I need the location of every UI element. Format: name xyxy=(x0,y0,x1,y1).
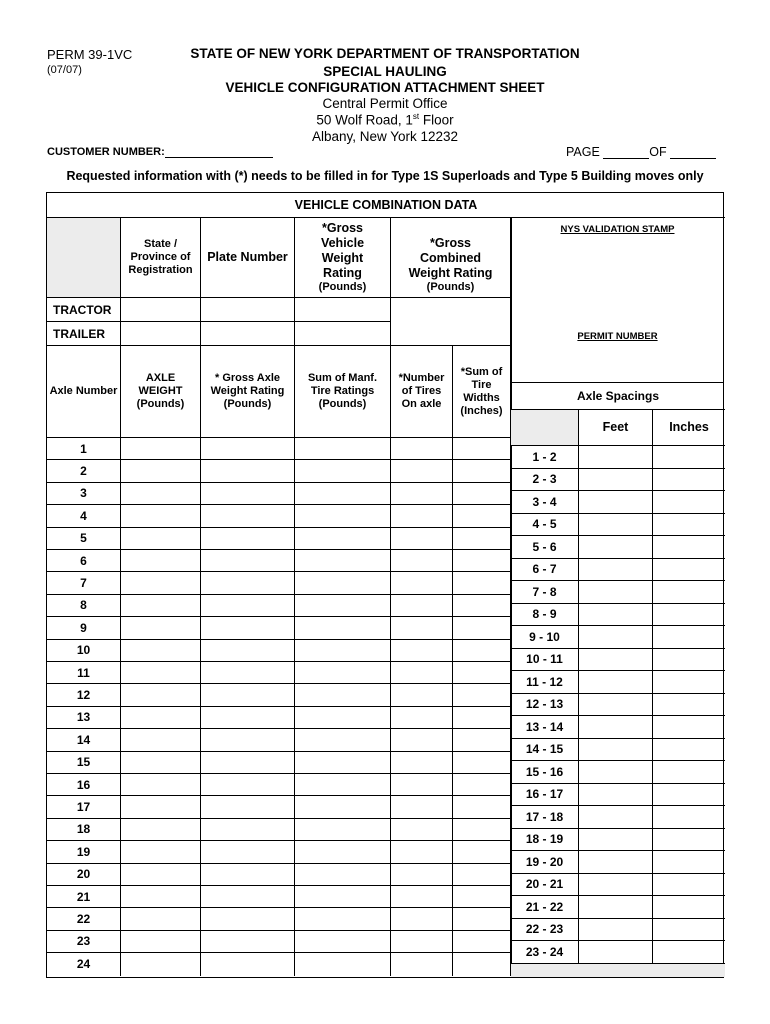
num-tires-input[interactable] xyxy=(391,707,453,729)
axle-weight-input[interactable] xyxy=(121,886,201,908)
tire-widths-input[interactable] xyxy=(453,908,511,930)
tire-ratings-input[interactable] xyxy=(295,931,391,953)
page-field xyxy=(566,145,716,159)
customer-number-input[interactable] xyxy=(165,146,273,158)
tire-widths-input[interactable] xyxy=(453,483,511,505)
spacing-pair-label: 12 - 13 xyxy=(511,694,579,717)
col-axle-number-header: Axle Number xyxy=(47,346,121,438)
num-tires-input[interactable] xyxy=(391,953,453,975)
axle-weight-input[interactable] xyxy=(121,505,201,527)
spacing-inches-input[interactable] xyxy=(653,874,725,897)
spacing-feet-input[interactable] xyxy=(579,649,653,672)
axle-number: 11 xyxy=(47,662,121,684)
spacing-feet-input[interactable] xyxy=(579,919,653,942)
spacing-feet-input[interactable] xyxy=(579,941,653,964)
spacing-pair-label: 18 - 19 xyxy=(511,829,579,852)
axle-weight-input[interactable] xyxy=(121,460,201,482)
num-tires-input[interactable] xyxy=(391,505,453,527)
tire-ratings-input[interactable] xyxy=(295,864,391,886)
num-tires-input[interactable] xyxy=(391,640,453,662)
spacing-feet-input[interactable] xyxy=(579,896,653,919)
spacing-inches-input[interactable] xyxy=(653,649,725,672)
axle-weight-input[interactable] xyxy=(121,438,201,460)
instruction-text: Requested information with (*) needs to be filled in for Type 1S Superloads and Type 5 Building moves only xyxy=(66,169,704,183)
num-tires-input[interactable] xyxy=(391,752,453,774)
spacing-pair-label: 15 - 16 xyxy=(511,761,579,784)
axle-weight-input[interactable] xyxy=(121,572,201,594)
customer-number-label: CUSTOMER NUMBER: xyxy=(47,146,165,158)
spacing-feet-input[interactable] xyxy=(579,874,653,897)
num-tires-input[interactable] xyxy=(391,550,453,572)
col-tire-widths-header: *Sum of Tire Widths (Inches) xyxy=(453,346,511,438)
tire-widths-input[interactable] xyxy=(453,595,511,617)
axle-weight-input[interactable] xyxy=(121,841,201,863)
gawr-input[interactable] xyxy=(201,908,295,930)
spacing-pair-label: 8 - 9 xyxy=(511,604,579,627)
spacing-feet-input[interactable] xyxy=(579,694,653,717)
num-tires-input[interactable] xyxy=(391,931,453,953)
spacing-pair-label: 20 - 21 xyxy=(511,874,579,897)
spacing-inches-input[interactable] xyxy=(653,671,725,694)
axle-number: 8 xyxy=(47,595,121,617)
col-gcwr-header xyxy=(391,218,511,298)
col-plate-header: Plate Number xyxy=(201,218,295,298)
axle-spacings-title: Axle Spacings xyxy=(511,383,725,410)
tire-widths-input[interactable] xyxy=(453,617,511,639)
tire-widths-input[interactable] xyxy=(453,640,511,662)
axle-number: 2 xyxy=(47,460,121,482)
axle-weight-input[interactable] xyxy=(121,707,201,729)
tire-widths-input[interactable] xyxy=(453,662,511,684)
col-gvwr-header xyxy=(295,218,391,298)
tire-widths-input[interactable] xyxy=(453,729,511,751)
num-tires-input[interactable] xyxy=(391,886,453,908)
tire-widths-input[interactable] xyxy=(453,819,511,841)
spacing-inches-input[interactable] xyxy=(653,784,725,807)
page-of-label: OF xyxy=(649,145,667,159)
gawr-input[interactable] xyxy=(201,460,295,482)
spacing-inches-input[interactable] xyxy=(653,446,725,469)
tire-ratings-input[interactable] xyxy=(295,438,391,460)
spacing-pair-label: 5 - 6 xyxy=(511,536,579,559)
axle-weight-input[interactable] xyxy=(121,729,201,751)
axle-number: 15 xyxy=(47,752,121,774)
street-post: Floor xyxy=(419,112,454,128)
tire-ratings-input[interactable] xyxy=(295,796,391,818)
gvwr-units: (Pounds) xyxy=(318,281,367,293)
spacing-inches-input[interactable] xyxy=(653,806,725,829)
num-tires-input[interactable] xyxy=(391,908,453,930)
col-num-tires-header: *Number of Tires On axle xyxy=(391,346,453,438)
spacing-pair-label: 19 - 20 xyxy=(511,851,579,874)
spacing-inches-input[interactable] xyxy=(653,761,725,784)
tire-widths-input[interactable] xyxy=(453,796,511,818)
col-state-header: State / Province of Registration xyxy=(121,218,201,298)
num-tires-input[interactable] xyxy=(391,595,453,617)
tire-ratings-input[interactable] xyxy=(295,774,391,796)
num-tires-input[interactable] xyxy=(391,662,453,684)
spacing-inches-input[interactable] xyxy=(653,829,725,852)
num-tires-input[interactable] xyxy=(391,729,453,751)
gawr-input[interactable] xyxy=(201,886,295,908)
axle-weight-input[interactable] xyxy=(121,684,201,706)
tire-ratings-input[interactable] xyxy=(295,729,391,751)
axle-number: 17 xyxy=(47,796,121,818)
tire-ratings-input[interactable] xyxy=(295,550,391,572)
gawr-input[interactable] xyxy=(201,640,295,662)
axle-number: 12 xyxy=(47,684,121,706)
office-name: Central Permit Office xyxy=(322,96,448,111)
gawr-input[interactable] xyxy=(201,684,295,706)
tire-ratings-input[interactable] xyxy=(295,617,391,639)
tire-ratings-input[interactable] xyxy=(295,595,391,617)
tire-widths-input[interactable] xyxy=(453,460,511,482)
tire-ratings-input[interactable] xyxy=(295,752,391,774)
page-label: PAGE xyxy=(566,145,600,159)
axle-number: 13 xyxy=(47,707,121,729)
tire-ratings-input[interactable] xyxy=(295,841,391,863)
axle-number: 3 xyxy=(47,483,121,505)
title-line-3: VEHICLE CONFIGURATION ATTACHMENT SHEET xyxy=(225,80,545,95)
axle-number: 5 xyxy=(47,528,121,550)
title-line-2: SPECIAL HAULING xyxy=(323,64,447,79)
spacing-inches-input[interactable] xyxy=(653,491,725,514)
validation-stamp-label: NYS VALIDATION STAMP xyxy=(560,224,675,235)
spacings-blank-header xyxy=(511,410,579,446)
axle-weight-input[interactable] xyxy=(121,752,201,774)
tire-widths-input[interactable] xyxy=(453,953,511,975)
spacing-pair-label: 23 - 24 xyxy=(511,941,579,964)
spacing-feet-input[interactable] xyxy=(579,469,653,492)
trailer-gvwr-input[interactable] xyxy=(295,322,391,346)
spacing-feet-input[interactable] xyxy=(579,626,653,649)
tire-ratings-input[interactable] xyxy=(295,707,391,729)
axle-weight-input[interactable] xyxy=(121,617,201,639)
num-tires-input[interactable] xyxy=(391,438,453,460)
tire-widths-input[interactable] xyxy=(453,752,511,774)
trailer-state-input[interactable] xyxy=(121,322,201,346)
spacing-feet-input[interactable] xyxy=(579,491,653,514)
gawr-input[interactable] xyxy=(201,729,295,751)
street-sup: st xyxy=(412,112,420,121)
axle-number: 10 xyxy=(47,640,121,662)
num-tires-input[interactable] xyxy=(391,572,453,594)
axle-weight-input[interactable] xyxy=(121,953,201,975)
axle-number: 20 xyxy=(47,864,121,886)
col-gawr-header: * Gross Axle Weight Rating (Pounds) xyxy=(201,346,295,438)
spacing-feet-input[interactable] xyxy=(579,536,653,559)
spacing-inches-input[interactable] xyxy=(653,919,725,942)
spacing-pair-label: 9 - 10 xyxy=(511,626,579,649)
tire-widths-input[interactable] xyxy=(453,528,511,550)
tire-widths-input[interactable] xyxy=(453,550,511,572)
spacing-feet-input[interactable] xyxy=(579,761,653,784)
combination-blank-header xyxy=(47,218,121,298)
col-axle-weight-header: AXLE WEIGHT (Pounds) xyxy=(121,346,201,438)
axle-number: 4 xyxy=(47,505,121,527)
spacing-pair-label: 21 - 22 xyxy=(511,896,579,919)
street-pre: 50 Wolf Road, 1 xyxy=(316,112,413,128)
spacing-feet-input[interactable] xyxy=(579,514,653,537)
spacing-pair-label: 16 - 17 xyxy=(511,784,579,807)
axle-weight-input[interactable] xyxy=(121,908,201,930)
gawr-input[interactable] xyxy=(201,572,295,594)
axle-number: 21 xyxy=(47,886,121,908)
axle-weight-input[interactable] xyxy=(121,796,201,818)
axle-weight-input[interactable] xyxy=(121,550,201,572)
spacing-feet-input[interactable] xyxy=(579,716,653,739)
spacing-feet-input[interactable] xyxy=(579,784,653,807)
spacing-pair-label: 1 - 2 xyxy=(511,446,579,469)
gawr-input[interactable] xyxy=(201,438,295,460)
tire-ratings-input[interactable] xyxy=(295,483,391,505)
num-tires-input[interactable] xyxy=(391,796,453,818)
office-city: Albany, New York 12232 xyxy=(311,129,459,144)
spacing-pair-label: 2 - 3 xyxy=(511,469,579,492)
gawr-input[interactable] xyxy=(201,774,295,796)
axle-number: 1 xyxy=(47,438,121,460)
tire-ratings-input[interactable] xyxy=(295,572,391,594)
spacing-pair-label: 7 - 8 xyxy=(511,581,579,604)
spacing-inches-input[interactable] xyxy=(653,716,725,739)
tire-ratings-input[interactable] xyxy=(295,886,391,908)
num-tires-input[interactable] xyxy=(391,528,453,550)
num-tires-input[interactable] xyxy=(391,774,453,796)
form-id: PERM 39-1VC xyxy=(47,47,133,62)
tractor-gvwr-input[interactable] xyxy=(295,298,391,322)
page-number-input[interactable] xyxy=(603,147,649,159)
inches-header: Inches xyxy=(653,410,725,446)
axle-weight-input[interactable] xyxy=(121,774,201,796)
tire-ratings-input[interactable] xyxy=(295,819,391,841)
axle-weight-input[interactable] xyxy=(121,819,201,841)
axle-number: 9 xyxy=(47,617,121,639)
num-tires-input[interactable] xyxy=(391,617,453,639)
gawr-input[interactable] xyxy=(201,662,295,684)
combination-title: VEHICLE COMBINATION DATA xyxy=(47,193,725,218)
feet-header: Feet xyxy=(579,410,653,446)
num-tires-input[interactable] xyxy=(391,483,453,505)
axle-number: 19 xyxy=(47,841,121,863)
axle-weight-input[interactable] xyxy=(121,528,201,550)
spacing-pair-label: 17 - 18 xyxy=(511,806,579,829)
num-tires-input[interactable] xyxy=(391,819,453,841)
spacing-pair-label: 11 - 12 xyxy=(511,671,579,694)
spacing-feet-input[interactable] xyxy=(579,559,653,582)
tire-ratings-input[interactable] xyxy=(295,640,391,662)
gawr-input[interactable] xyxy=(201,528,295,550)
tire-ratings-input[interactable] xyxy=(295,662,391,684)
num-tires-input[interactable] xyxy=(391,684,453,706)
spacing-pair-label: 10 - 11 xyxy=(511,649,579,672)
spacing-feet-input[interactable] xyxy=(579,829,653,852)
spacing-pair-label: 6 - 7 xyxy=(511,559,579,582)
spacing-pair-label: 13 - 14 xyxy=(511,716,579,739)
gawr-input[interactable] xyxy=(201,953,295,975)
axle-weight-input[interactable] xyxy=(121,595,201,617)
form-date: (07/07) xyxy=(47,64,82,76)
axle-weight-input[interactable] xyxy=(121,640,201,662)
spacing-inches-input[interactable] xyxy=(653,604,725,627)
gawr-input[interactable] xyxy=(201,752,295,774)
axle-number: 7 xyxy=(47,572,121,594)
tire-ratings-input[interactable] xyxy=(295,953,391,975)
gcwr-input[interactable] xyxy=(391,298,511,346)
tire-ratings-input[interactable] xyxy=(295,684,391,706)
spacing-inches-input[interactable] xyxy=(653,536,725,559)
tractor-plate-input[interactable] xyxy=(201,298,295,322)
gawr-input[interactable] xyxy=(201,931,295,953)
spacing-feet-input[interactable] xyxy=(579,671,653,694)
office-street xyxy=(0,112,770,128)
spacing-feet-input[interactable] xyxy=(579,739,653,762)
axle-number: 18 xyxy=(47,819,121,841)
spacing-feet-input[interactable] xyxy=(579,581,653,604)
tire-ratings-input[interactable] xyxy=(295,460,391,482)
spacings-footer-shade xyxy=(511,964,725,977)
tire-widths-input[interactable] xyxy=(453,931,511,953)
axle-number: 6 xyxy=(47,550,121,572)
gawr-input[interactable] xyxy=(201,819,295,841)
spacing-inches-input[interactable] xyxy=(653,626,725,649)
tractor-state-input[interactable] xyxy=(121,298,201,322)
axle-weight-input[interactable] xyxy=(121,483,201,505)
col-tire-ratings-header: Sum of Manf. Tire Ratings (Pounds) xyxy=(295,346,391,438)
spacing-feet-input[interactable] xyxy=(579,806,653,829)
tire-widths-input[interactable] xyxy=(453,841,511,863)
gawr-input[interactable] xyxy=(201,617,295,639)
tire-widths-input[interactable] xyxy=(453,572,511,594)
tire-widths-input[interactable] xyxy=(453,438,511,460)
num-tires-input[interactable] xyxy=(391,460,453,482)
gawr-input[interactable] xyxy=(201,595,295,617)
spacing-feet-input[interactable] xyxy=(579,604,653,627)
spacing-inches-input[interactable] xyxy=(653,559,725,582)
tractor-label: TRACTOR xyxy=(47,298,121,322)
gawr-input[interactable] xyxy=(201,483,295,505)
form-frame xyxy=(46,192,724,978)
tire-widths-input[interactable] xyxy=(453,684,511,706)
spacing-pair-label: 3 - 4 xyxy=(511,491,579,514)
axle-weight-input[interactable] xyxy=(121,931,201,953)
spacing-inches-input[interactable] xyxy=(653,851,725,874)
tire-widths-input[interactable] xyxy=(453,707,511,729)
axle-weight-input[interactable] xyxy=(121,662,201,684)
permit-number-label: PERMIT NUMBER xyxy=(577,331,658,342)
axle-number: 22 xyxy=(47,908,121,930)
spacing-pair-label: 22 - 23 xyxy=(511,919,579,942)
gawr-input[interactable] xyxy=(201,796,295,818)
gcwr-units: (Pounds) xyxy=(426,281,475,293)
tire-ratings-input[interactable] xyxy=(295,528,391,550)
gcwr-label: *Gross Combined Weight Rating xyxy=(408,236,493,280)
gawr-input[interactable] xyxy=(201,505,295,527)
gawr-input[interactable] xyxy=(201,707,295,729)
gawr-input[interactable] xyxy=(201,864,295,886)
trailer-label: TRAILER xyxy=(47,322,121,346)
tire-widths-input[interactable] xyxy=(453,505,511,527)
title-line-1: STATE OF NEW YORK DEPARTMENT OF TRANSPORTATION xyxy=(190,46,580,61)
tire-widths-input[interactable] xyxy=(453,864,511,886)
axle-number: 24 xyxy=(47,953,121,975)
spacing-feet-input[interactable] xyxy=(579,446,653,469)
tire-widths-input[interactable] xyxy=(453,774,511,796)
spacing-inches-input[interactable] xyxy=(653,941,725,964)
trailer-plate-input[interactable] xyxy=(201,322,295,346)
gawr-input[interactable] xyxy=(201,841,295,863)
spacing-inches-input[interactable] xyxy=(653,739,725,762)
spacing-inches-input[interactable] xyxy=(653,896,725,919)
page-total-input[interactable] xyxy=(670,147,716,159)
num-tires-input[interactable] xyxy=(391,864,453,886)
axle-number: 16 xyxy=(47,774,121,796)
spacing-pair-label: 4 - 5 xyxy=(511,514,579,537)
tire-ratings-input[interactable] xyxy=(295,908,391,930)
gawr-input[interactable] xyxy=(201,550,295,572)
tire-widths-input[interactable] xyxy=(453,886,511,908)
spacing-inches-input[interactable] xyxy=(653,581,725,604)
gvwr-label: *Gross Vehicle Weight Rating xyxy=(320,221,365,280)
axle-number: 23 xyxy=(47,931,121,953)
spacing-inches-input[interactable] xyxy=(653,469,725,492)
spacing-inches-input[interactable] xyxy=(653,514,725,537)
tire-ratings-input[interactable] xyxy=(295,505,391,527)
axle-weight-input[interactable] xyxy=(121,864,201,886)
num-tires-input[interactable] xyxy=(391,841,453,863)
spacing-feet-input[interactable] xyxy=(579,851,653,874)
spacing-pair-label: 14 - 15 xyxy=(511,739,579,762)
axle-number: 14 xyxy=(47,729,121,751)
spacing-inches-input[interactable] xyxy=(653,694,725,717)
customer-number-field xyxy=(47,146,273,158)
